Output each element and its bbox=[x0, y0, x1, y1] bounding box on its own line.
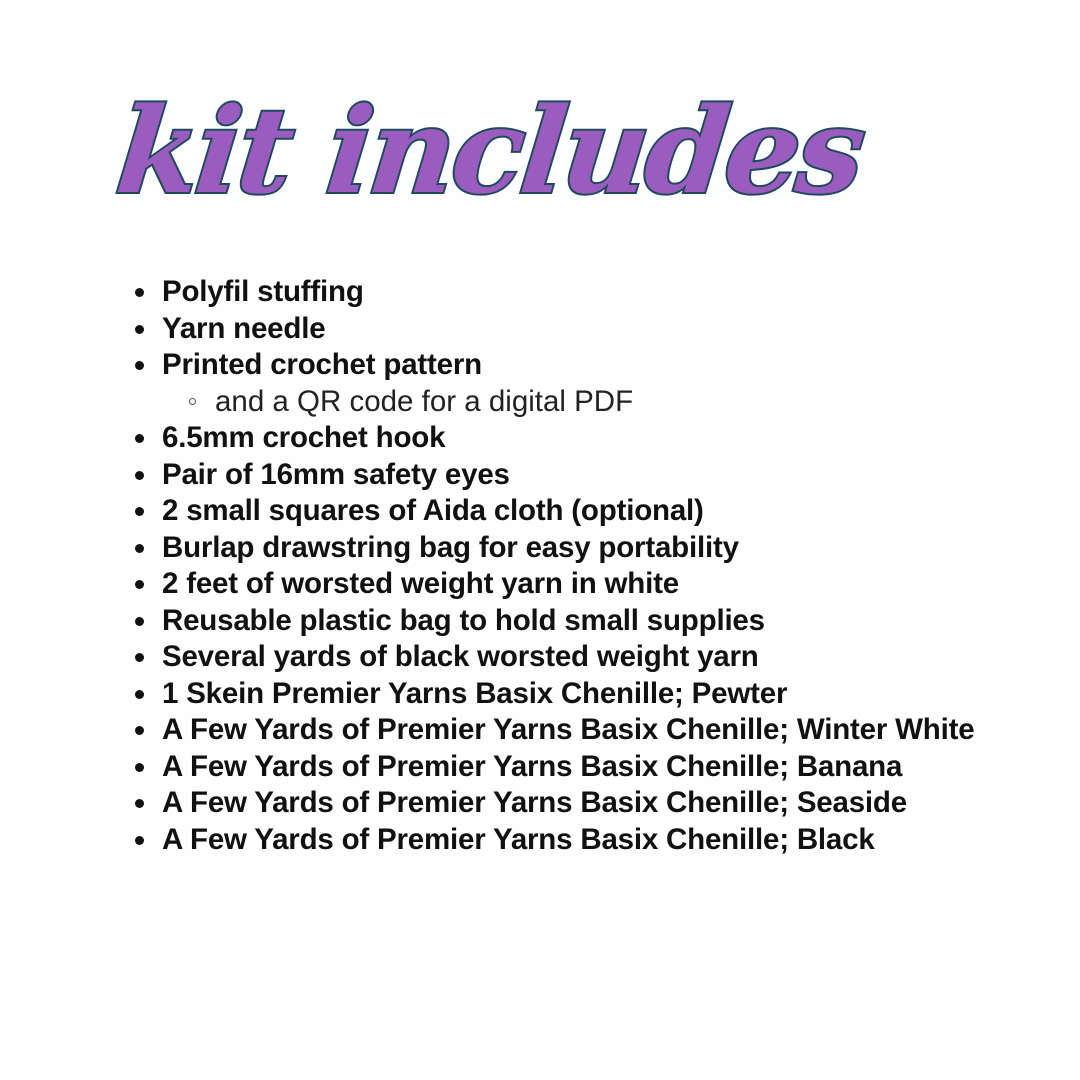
list-item-label: A Few Yards of Premier Yarns Basix Chenille; Winter White bbox=[162, 713, 975, 746]
list-item-label: Yarn needle bbox=[162, 311, 326, 345]
list-item bbox=[135, 493, 995, 530]
sub-list-item bbox=[135, 384, 995, 421]
hollow-bullet-icon bbox=[189, 398, 196, 405]
list-item bbox=[135, 676, 995, 713]
list-item-label: Pair of 16mm safety eyes bbox=[162, 457, 510, 491]
list-item-label: 6.5mm crochet hook bbox=[162, 421, 446, 454]
list-item-label: Burlap drawstring bag for easy portability bbox=[162, 530, 739, 564]
list-item-label: Reusable plastic bag to hold small supplies bbox=[162, 603, 765, 637]
list-item-label: Polyfil stuffing bbox=[162, 275, 364, 308]
list-item-label: 2 small squares of Aida cloth (optional) bbox=[162, 494, 704, 527]
list-item bbox=[135, 785, 995, 822]
bullet-icon bbox=[135, 434, 144, 443]
list-item bbox=[135, 274, 995, 311]
bullet-icon bbox=[135, 361, 144, 370]
list-item bbox=[135, 347, 995, 384]
list-item bbox=[135, 822, 995, 859]
bullet-icon bbox=[135, 580, 144, 589]
bullet-icon bbox=[135, 325, 144, 334]
bullet-icon bbox=[135, 690, 144, 699]
list-item-label: A Few Yards of Premier Yarns Basix Chenille; Black bbox=[162, 822, 875, 856]
bullet-icon bbox=[135, 836, 144, 845]
bullet-icon bbox=[135, 544, 144, 553]
list-item bbox=[135, 639, 995, 676]
bullet-icon bbox=[135, 471, 144, 480]
list-item bbox=[135, 566, 995, 603]
list-item bbox=[135, 420, 995, 457]
list-item-label: 1 Skein Premier Yarns Basix Chenille; Pewter bbox=[162, 676, 788, 710]
list-item bbox=[135, 749, 995, 786]
bullet-icon bbox=[135, 799, 144, 808]
list-item-label: 2 feet of worsted weight yarn in white bbox=[162, 567, 679, 600]
bullet-icon bbox=[135, 507, 144, 516]
list-item bbox=[135, 457, 995, 494]
kit-contents-list bbox=[135, 274, 995, 858]
list-item bbox=[135, 712, 995, 749]
list-item bbox=[135, 311, 995, 348]
list-item bbox=[135, 603, 995, 640]
page-title: kit includes bbox=[110, 81, 869, 220]
list-item bbox=[135, 530, 995, 567]
bullet-icon bbox=[135, 763, 144, 772]
bullet-icon bbox=[135, 653, 144, 662]
list-item-label: Several yards of black worsted weight yarn bbox=[162, 640, 759, 673]
bullet-icon bbox=[135, 617, 144, 626]
list-item-label: A Few Yards of Premier Yarns Basix Chenille; Banana bbox=[162, 749, 903, 783]
list-item-label: A Few Yards of Premier Yarns Basix Chenille; Seaside bbox=[162, 786, 907, 819]
bullet-icon bbox=[135, 726, 144, 735]
list-item-label: Printed crochet pattern bbox=[162, 348, 482, 381]
sub-list-item-label: and a QR code for a digital PDF bbox=[215, 384, 634, 418]
bullet-icon bbox=[135, 288, 144, 297]
